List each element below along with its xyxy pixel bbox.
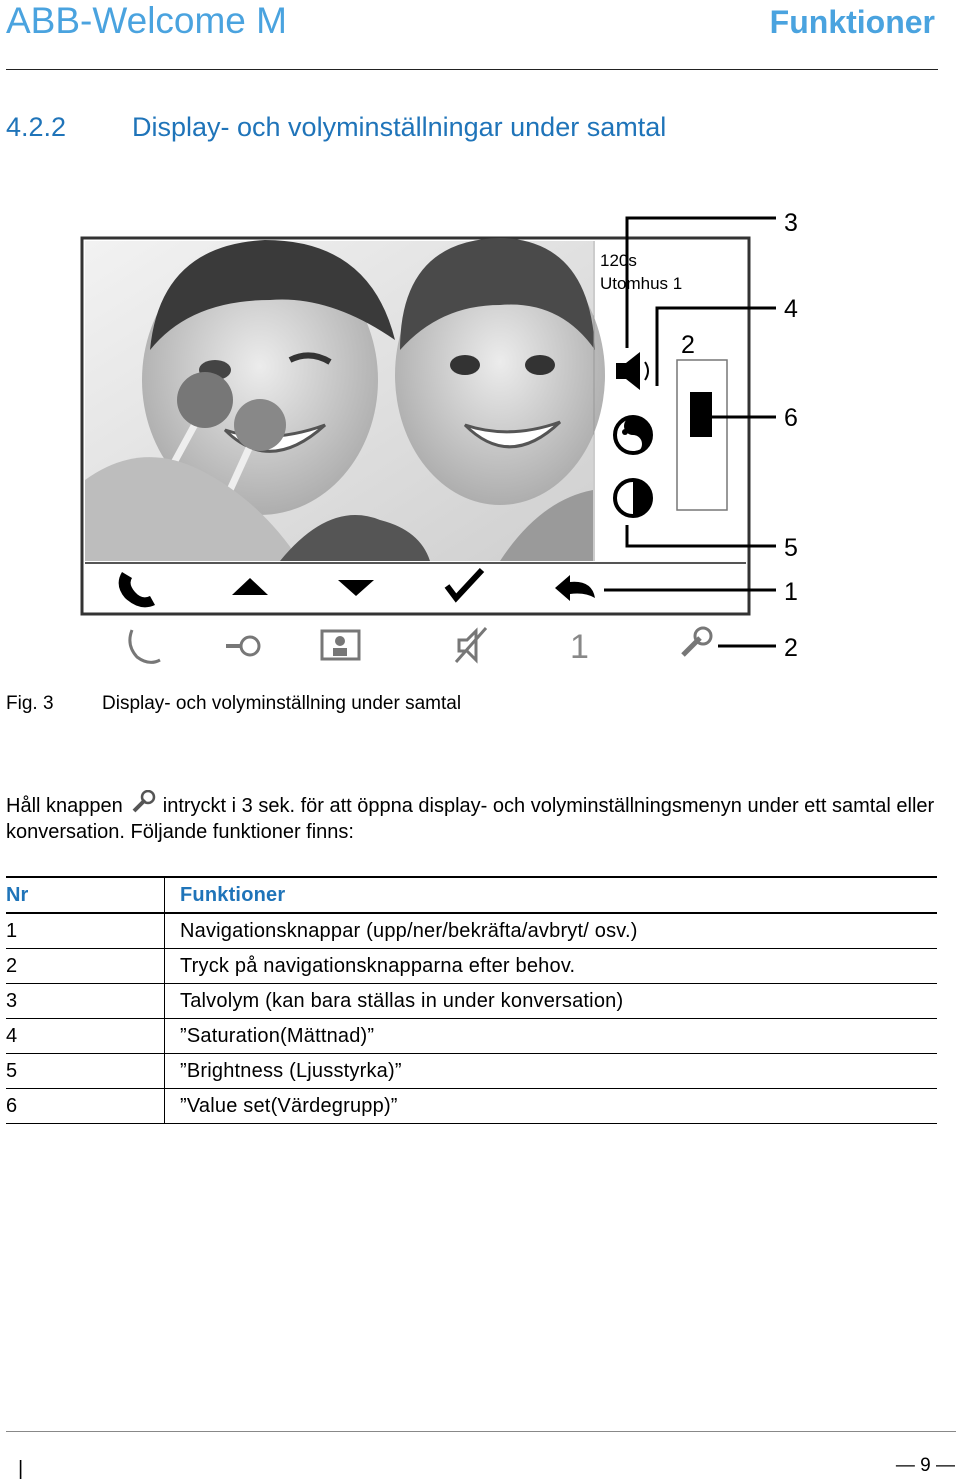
table-row — [6, 1019, 937, 1054]
footer-divider — [6, 1431, 956, 1432]
page-number: — 9 — — [895, 1455, 955, 1476]
header-divider — [6, 69, 938, 70]
header-nr: Nr — [6, 877, 165, 913]
camera-photo — [85, 238, 605, 561]
call-button-icon — [130, 630, 160, 662]
row-function: Navigationsknappar (upp/ner/bekräfta/avbryt/ osv.) — [165, 913, 938, 949]
callout-5: 5 — [784, 534, 798, 562]
table-header-row — [6, 877, 937, 913]
figure-caption: Display- och volyminställning under samtal — [102, 693, 462, 714]
saturation-icon — [615, 417, 651, 453]
footer-bar: | — [18, 1458, 24, 1480]
station-text: Utomhus 1 — [600, 274, 683, 293]
contact-button-icon — [322, 631, 359, 659]
callout-6: 6 — [784, 404, 798, 432]
table-row — [6, 949, 937, 984]
row-function: ”Value set(Värdegrupp)” — [165, 1089, 938, 1124]
timer-text: 120s — [600, 251, 637, 270]
brightness-icon — [615, 480, 651, 516]
table-row — [6, 1089, 937, 1124]
settings-button-icon — [683, 628, 711, 655]
wrench-icon — [131, 790, 157, 814]
row-function: ”Saturation(Mättnad)” — [165, 1019, 938, 1054]
bottom-number-label: 1 — [570, 628, 589, 666]
callout-1: 1 — [784, 578, 798, 606]
device-screen — [82, 238, 749, 666]
mute-button-icon — [456, 628, 486, 662]
callout-2: 2 — [784, 634, 798, 662]
row-function: Tryck på navigationsknapparna efter behov. — [165, 949, 938, 984]
function-table — [6, 876, 937, 1124]
header-functions: Funktioner — [165, 877, 938, 913]
device-figure — [0, 200, 960, 670]
row-number: 5 — [6, 1054, 165, 1089]
instruction-paragraph — [6, 790, 941, 845]
callout-4: 4 — [784, 295, 798, 323]
instruction-text-before: Håll knappen — [6, 795, 123, 817]
product-title: ABB-Welcome M — [6, 0, 287, 41]
row-number: 3 — [6, 984, 165, 1019]
section-number: 4.2.2 — [6, 112, 67, 142]
row-function: Talvolym (kan bara ställas in under konversation) — [165, 984, 938, 1019]
value-slider — [677, 360, 727, 510]
row-function: ”Brightness (Ljusstyrka)” — [165, 1054, 938, 1089]
callout-2-inner: 2 — [681, 331, 695, 359]
section-title: Display- och volyminställningar under samtal — [132, 112, 667, 142]
callout-3: 3 — [784, 209, 798, 237]
table-row — [6, 1054, 937, 1089]
key-button-icon — [226, 637, 259, 655]
row-number: 4 — [6, 1019, 165, 1054]
figure-label: Fig. 3 — [6, 693, 54, 714]
row-number: 2 — [6, 949, 165, 984]
instruction-text-after: intryckt i 3 sek. för att öppna display- och volyminställningsmenyn under ett samtal eller konversation. Följande funktioner finns: — [6, 795, 935, 843]
row-number: 1 — [6, 913, 165, 949]
row-number: 6 — [6, 1089, 165, 1124]
section-header: Funktioner — [769, 4, 935, 40]
table-row — [6, 913, 937, 949]
table-row — [6, 984, 937, 1019]
